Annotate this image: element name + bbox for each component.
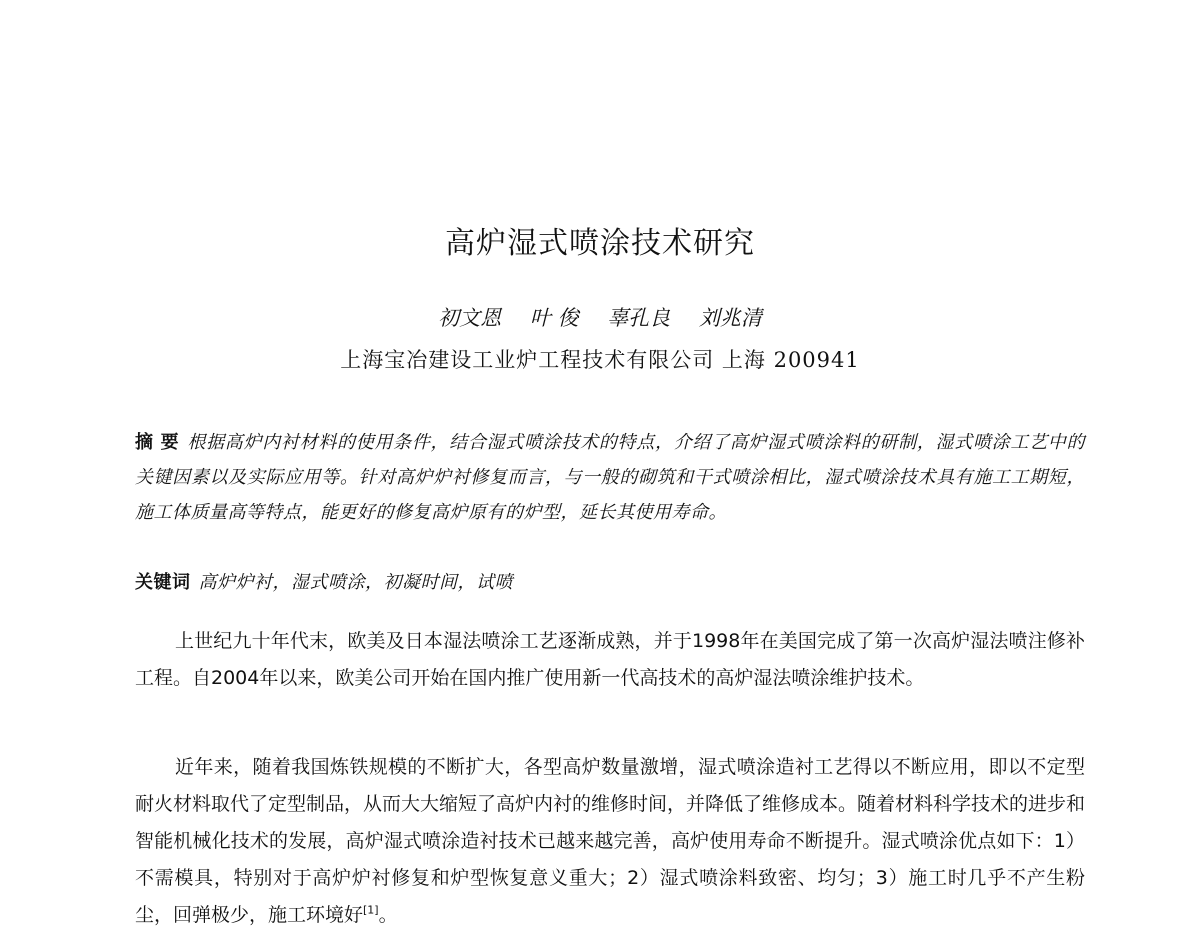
body-paragraph-1: 上世纪九十年代末，欧美及日本湿法喷涂工艺逐渐成熟，并于1998年在美国完成了第一次高炉湿法喷注修补工程。自2004年以来，欧美公司开始在国内推广使用新一代高技术的高炉湿法喷涂维护技术。 xyxy=(135,630,1085,689)
keywords-text: 高炉炉衬，湿式喷涂，初凝时间，试喷 xyxy=(198,572,513,593)
paper-title: 高炉湿式喷涂技术研究 xyxy=(445,226,755,261)
keywords-block xyxy=(135,565,1085,600)
affiliation: 上海宝冶建设工业炉工程技术有限公司 上海 200941 xyxy=(340,348,860,372)
author-name: 辜孔良 xyxy=(607,306,671,330)
body-paragraph-2 xyxy=(135,749,1085,934)
body-paragraph-2-end: 。 xyxy=(378,904,398,926)
abstract-label: 摘 要 xyxy=(135,432,180,453)
abstract-text: 根据高炉内衬材料的使用条件，结合湿式喷涂技术的特点，介绍了高炉湿式喷涂料的研制，湿式喷涂工艺中的关键因素以及实际应用等。针对高炉炉衬修复而言，与一般的砌筑和干式喷涂相比，湿式喷涂技术具有施工工期短，施工体质量高等特点，能更好的修复高炉原有的炉型，延长其使用寿命。 xyxy=(135,432,1085,523)
author-name: 初文恩 xyxy=(438,306,502,330)
author-name: 叶 俊 xyxy=(529,306,579,330)
author-name: 刘兆清 xyxy=(698,306,762,330)
body-paragraph-2-text: 近年来，随着我国炼铁规模的不断扩大，各型高炉数量激增，湿式喷涂造衬工艺得以不断应用，即以不定型耐火材料取代了定型制品，从而大大缩短了高炉内衬的维修时间，并降低了维修成本。随着材料科学技术的进步和智能机械化技术的发展，高炉湿式喷涂造衬技术已越来越完善，高炉使用寿命不断提升。湿式喷涂优点如下：1）不需模具，特别对于高炉炉衬修复和炉型恢复意义重大；2）湿式喷涂料致密、均匀；3）施工时几乎不产生粉尘，回弹极少，施工环境好 xyxy=(135,756,1086,926)
author-list xyxy=(0,302,1200,332)
citation-ref[interactable]: [1] xyxy=(363,903,379,917)
abstract-block xyxy=(135,425,1085,530)
keywords-label: 关键词 xyxy=(135,572,191,593)
